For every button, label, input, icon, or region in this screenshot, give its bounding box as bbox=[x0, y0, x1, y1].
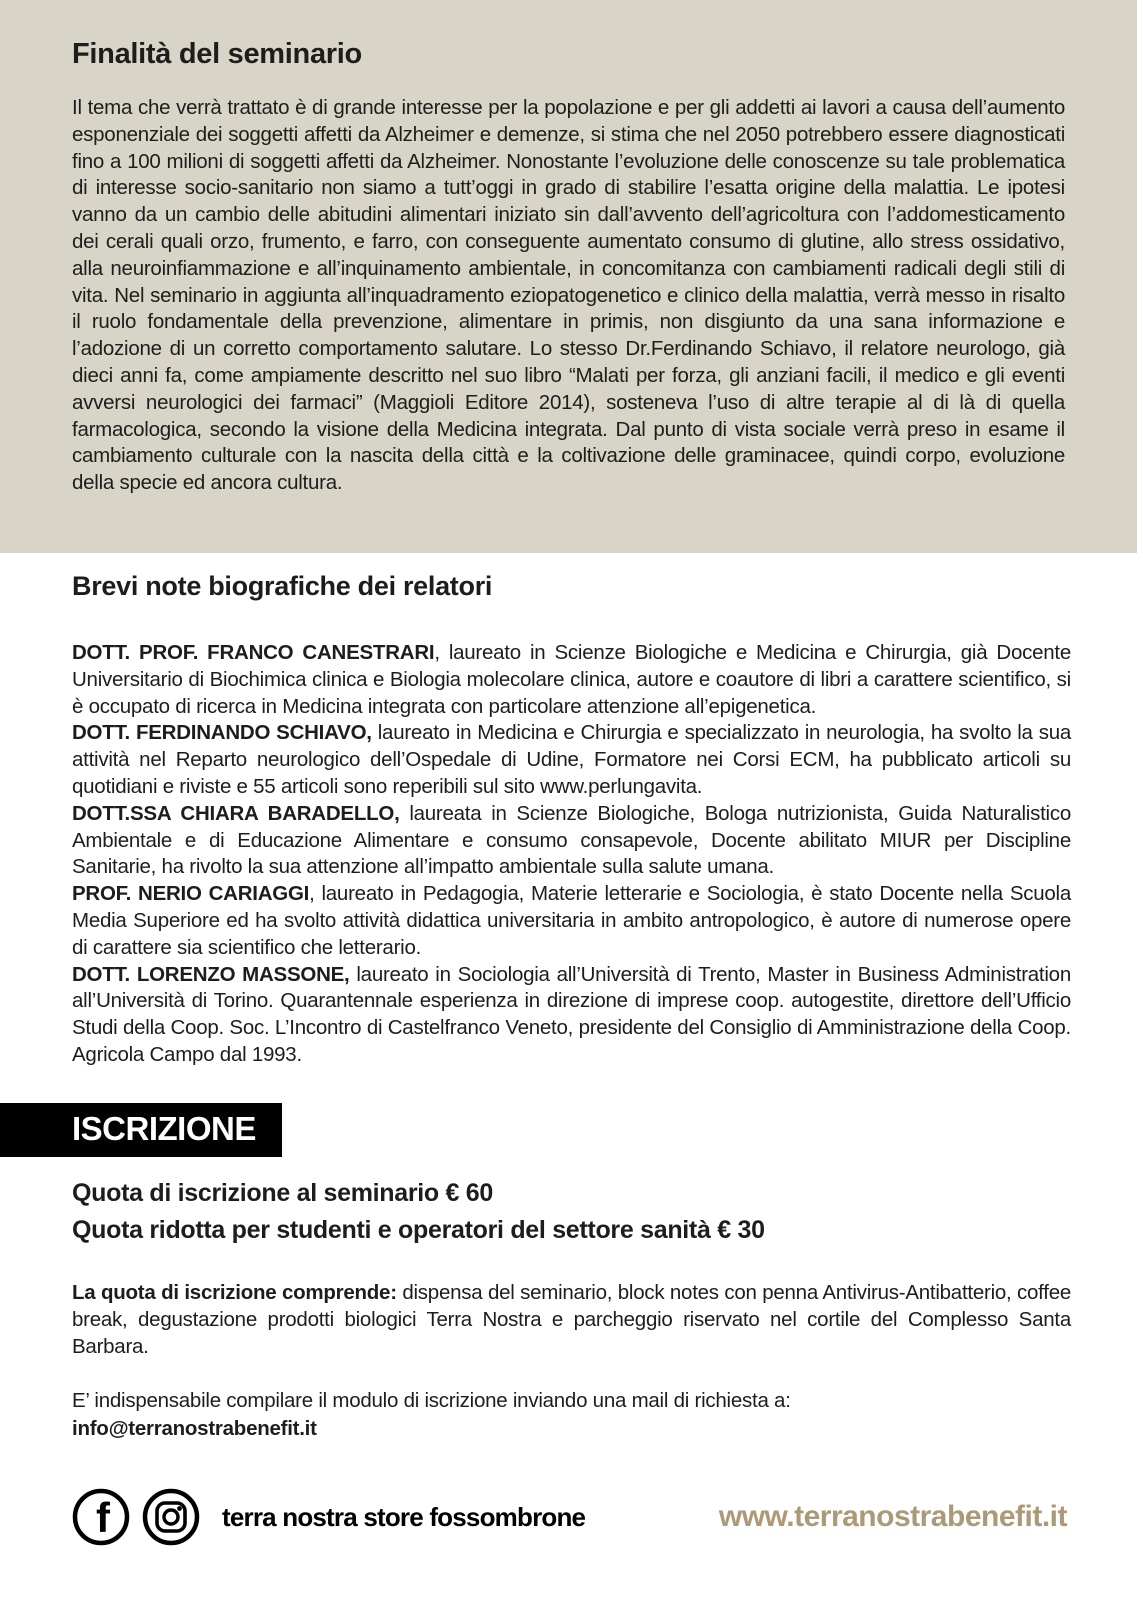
speaker-bio bbox=[72, 881, 1071, 961]
fee-includes-text: dispensa del seminario, block notes con penna Antivirus-Antibatterio, coffee break, degustazione prodotti biologici Terra Nostra e parcheggio riservato nel cortile del Complesso Santa Barbara. bbox=[72, 1280, 1071, 1358]
store-name: terra nostra store fossombrone bbox=[222, 1501, 586, 1532]
registration-email[interactable]: info@terranostrabenefit.it bbox=[72, 1416, 317, 1440]
speaker-bio-text: laureata in Scienze Biologiche, Bologa nutrizionista, Guida Naturalistico Ambientale e di Educazione Alimentare e consumo consapevole, Docente abilitato MIUR per Discipline Sanitarie, ha rivolto la sua attenzione all’impatto ambientale sulla salute umana. bbox=[72, 801, 1071, 879]
fee-includes bbox=[72, 1279, 1071, 1360]
main-content bbox=[0, 571, 1143, 1443]
registration-label: ISCRIZIONE bbox=[0, 1103, 282, 1157]
fee-reduced: Quota ridotta per studenti e operatori del settore sanità € 30 bbox=[72, 1215, 765, 1244]
speaker-bio bbox=[72, 962, 1071, 1069]
speaker-bio-text: , laureato in Scienze Biologiche e Medicina e Chirurgia, già Docente Universitario di Biochimica clinica e Biologia molecolare clinica, autore e coautore di libri a carattere scientifico, si è occupato di ricerca in Medicina integrata con particolare attenzione all’epigenetica. bbox=[72, 641, 1072, 718]
footer-social bbox=[72, 1488, 585, 1546]
seminar-purpose-section bbox=[0, 0, 1137, 553]
website-link[interactable]: www.terranostrabenefit.it bbox=[718, 1500, 1067, 1533]
registration-mail-note bbox=[72, 1387, 1071, 1443]
fee-includes-label: La quota di iscrizione comprende: bbox=[72, 1280, 397, 1304]
speaker-bio bbox=[72, 801, 1071, 881]
mail-instruction: E’ indispensabile compilare il modulo di iscrizione inviando una mail di richiesta a: bbox=[72, 1388, 791, 1412]
speaker-bio-text: , laureato in Pedagogia, Materie letterarie e Sociologia, è stato Docente nella Scuola Media Superiore ed ha svolto attività didattica universitaria in ambito antropologico, è autore di numerose opere di carattere sia scientifico che letterario. bbox=[72, 882, 1072, 959]
speaker-name: PROF. NERIO CARIAGGI bbox=[72, 882, 310, 906]
speakers-section-title: Brevi note biografiche dei relatori bbox=[72, 571, 493, 601]
speakers-bios bbox=[72, 640, 1071, 1069]
facebook-icon[interactable] bbox=[72, 1488, 130, 1546]
speaker-bio-text: laureato in Sociologia all’Università di Trento, Master in Business Administration all’Università di Torino. Quarantennale esperienza in direzione di imprese coop. autogestite, direttore dell’Ufficio Studi della Coop. Soc. L’Incontro di Castelfranco Veneto, presidente del Consiglio di Amministrazione della Coop. Agricola Campo dal 1993. bbox=[72, 962, 1071, 1066]
fee-full: Quota di iscrizione al seminario € 60 bbox=[72, 1178, 493, 1207]
seminar-purpose-title: Finalità del seminario bbox=[72, 38, 362, 70]
registration-fees bbox=[72, 1175, 1071, 1249]
speaker-name: DOTT. LORENZO MASSONE, bbox=[72, 962, 350, 986]
speaker-bio-text: laureato in Medicina e Chirurgia e specializzato in neurologia, ha svolto la sua attività nel Reparto neurologico dell’Ospedale di Udine, Formatore nei Corsi ECM, ha pubblicato articoli su quotidiani e riviste e 55 articoli sono reperibili sul sito www.perlungavita. bbox=[72, 721, 1071, 798]
instagram-icon[interactable] bbox=[142, 1488, 200, 1546]
speaker-bio bbox=[72, 720, 1071, 800]
footer bbox=[72, 1488, 1067, 1546]
speaker-bio bbox=[72, 640, 1071, 720]
svg-text:f: f bbox=[96, 1494, 110, 1541]
speaker-name: DOTT. PROF. FRANCO CANESTRARI bbox=[72, 641, 435, 664]
seminar-purpose-body: Il tema che verrà trattato è di grande interesse per la popolazione e per gli addetti ai lavori a causa dell’aumento esponenziale dei soggetti affetti da Alzheimer e demenze, si stima che nel 2050 potrebbero essere diagnosticati fino a 100 milioni di soggetti affetti da Alzheimer. Nonostante l’evoluzione delle conoscenze su tale problematica di interesse socio-sanitario non siamo a tutt’oggi in grado di stabilire l’esatta origine della malattia. Le ipotesi vanno da un cambio delle abitudini alimentari iniziato sin dall’avvento dell’agricoltura con l’addomesticamento dei cerali quali orzo, frumento, e farro, con conseguente aumentato consumo di glutine, allo stress ossidativo, alla neuroinfiammazione e all’inquinamento ambientale, in concomitanza con cambiamenti radicali degli stili di vita. Nel seminario in aggiunta all’inquadramento eziopatogenetico e clinico della malattia, verrà messo in risalto il ruolo fondamentale della prevenzione, alimentare in primis, non disgiunto da una sana informazione e l’adozione di un corretto comportamento salutare. Lo stesso Dr.Ferdinando Schiavo, il relatore neurologo, già dieci anni fa, come ampiamente descritto nel suo libro “Malati per forza, gli anziani facili, il medico e gli eventi avversi neurologici dei farmaci” (Maggioli Editore 2014), sosteneva l’uso di altre terapie al di là di quella farmacologica, secondo la visione della Medicina integrata. Dal punto di vista sociale verrà preso in esame il cambiamento culturale con la nascita della città e la coltivazione delle graminacee, quindi corpo, evoluzione della specie ed ancora cultura. bbox=[72, 96, 1065, 495]
speaker-name: DOTT. FERDINANDO SCHIAVO, bbox=[72, 721, 372, 745]
speaker-name: DOTT.SSA CHIARA BARADELLO, bbox=[72, 801, 400, 825]
